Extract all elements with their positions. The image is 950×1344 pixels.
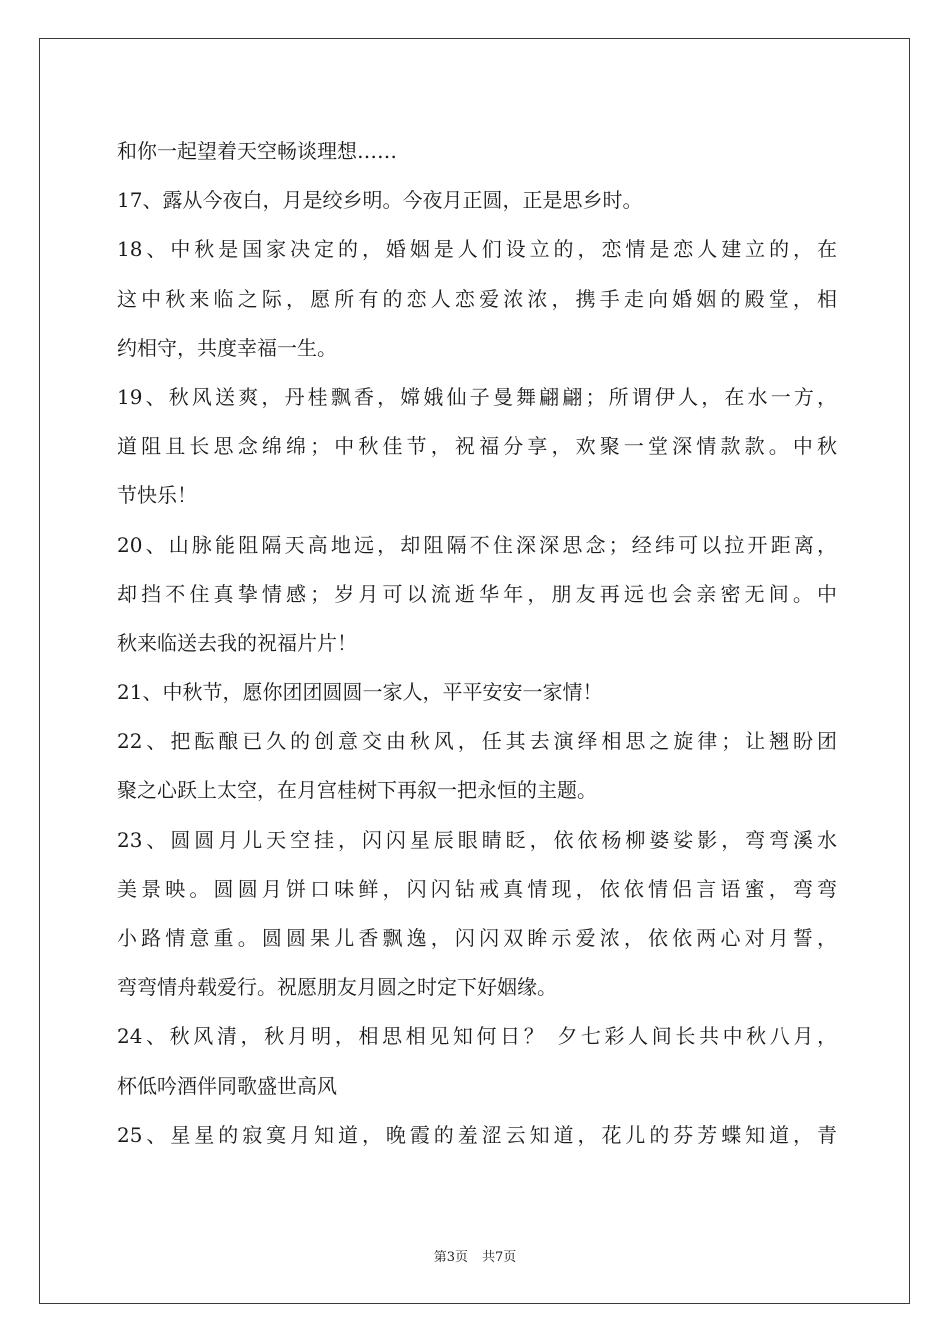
page-number-total: 共7页 (482, 1250, 517, 1265)
text-line: 25、星星的寂寞月知道，晚霞的羞涩云知道，花儿的芬芳蝶知道，青 (117, 1122, 837, 1147)
text-line: 约相守，共度幸福一生。 (117, 335, 337, 360)
text-line: 节快乐！ (117, 483, 197, 508)
text-line: 这中秋来临之际，愿所有的恋人恋爱浓浓，携手走向婚姻的殿堂，相 (117, 286, 837, 311)
text-line: 和你一起望着天空畅谈理想…… (117, 139, 397, 163)
text-line: 美景映。圆圆月饼口味鲜，闪闪钻戒真情现，依依情侣言语蜜，弯弯 (117, 876, 837, 901)
text-line: 23、圆圆月儿天空挂，闪闪星辰眼睛眨，依依杨柳婆娑影，弯弯溪水 (117, 827, 837, 852)
page-footer (0, 1246, 950, 1265)
text-line: 道阻且长思念绵绵；中秋佳节，祝福分享，欢聚一堂深情款款。中秋 (117, 434, 837, 459)
text-line: 秋来临送去我的祝福片片！ (117, 630, 357, 655)
text-line: 22、把酝酿已久的创意交由秋风，任其去演绎相思之旋律；让翘盼团 (117, 729, 837, 754)
text-line: 21、中秋节，愿你团团圆圆一家人，平平安安一家情！ (117, 680, 603, 705)
page-number-current: 第3页 (433, 1250, 468, 1265)
text-line: 弯弯情舟载爱行。祝愿朋友月圆之时定下好姻缘。 (117, 975, 557, 1000)
text-line: 却挡不住真挚情感；岁月可以流逝华年，朋友再远也会亲密无间。中 (117, 581, 837, 606)
text-line: 小路情意重。圆圆果儿香飘逸，闪闪双眸示爱浓，依依两心对月誓， (117, 926, 837, 950)
text-line: 17、露从今夜白，月是绞乡明。今夜月正圆，正是思乡时。 (117, 188, 643, 213)
text-line: 24、秋风清，秋月明，相思相见知何日？ 夕七彩人间长共中秋八月， (117, 1024, 837, 1049)
text-line: 20、山脉能阻隔天高地远，却阻隔不住深深思念；经纬可以拉开距离， (117, 532, 837, 557)
text-line: 聚之心跃上太空，在月宫桂树下再叙一把永恒的主题。 (117, 778, 597, 803)
text-line: 19、秋风送爽，丹桂飘香，嫦娥仙子曼舞翩翩；所谓伊人，在水一方， (117, 384, 837, 409)
text-line: 杯低吟酒伴同歌盛世高风 (117, 1073, 337, 1098)
text-line: 18、中秋是国家决定的，婚姻是人们设立的，恋情是恋人建立的，在 (117, 237, 837, 262)
document-body (117, 127, 837, 1160)
